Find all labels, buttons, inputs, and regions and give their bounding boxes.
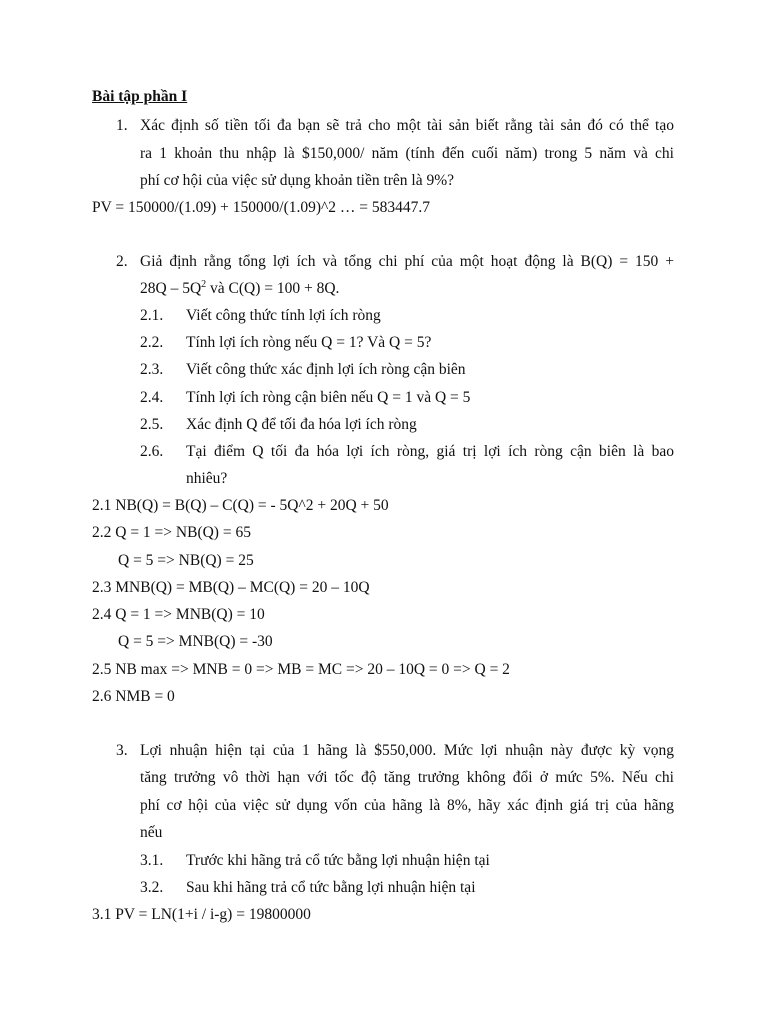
q2-sub-number: 2.2.	[140, 334, 164, 351]
q3-sub-text: Trước khi hãng trả cổ tức bằng lợi nhuận hiện tại	[186, 852, 490, 869]
q1-line-1: Xác định số tiền tối đa bạn sẽ trả cho một tài sản biết rằng tài sản đó có thể tạo	[140, 117, 674, 134]
q2-line-2	[140, 279, 339, 299]
q1-answer: PV = 150000/(1.09) + 150000/(1.09)^2 … = 583447.7	[92, 199, 431, 216]
q2-answer: Q = 5 => NB(Q) = 25	[118, 552, 254, 569]
q2-number: 2.	[116, 253, 128, 270]
q2-line-2-post: và C(Q) = 100 + 8Q.	[206, 280, 340, 297]
section-heading: Bài tập phần I	[92, 88, 188, 105]
q2-line-2-pre: 28Q – 5Q	[140, 280, 202, 297]
q2-answer: 2.1 NB(Q) = B(Q) – C(Q) = - 5Q^2 + 20Q + 50	[92, 497, 389, 514]
q2-exponent: 2	[201, 278, 207, 290]
q3-line-4: nếu	[140, 824, 163, 841]
q3-sub-number: 3.2.	[140, 879, 164, 896]
q2-sub-text: Viết công thức tính lợi ích ròng	[186, 307, 381, 324]
q2-answer: Q = 5 => MNB(Q) = -30	[118, 633, 273, 650]
q3-line-1: Lợi nhuận hiện tại của 1 hãng là $550,000. Mức lợi nhuận này được kỳ vọng	[140, 742, 674, 759]
q2-sub-text: Tính lợi ích ròng cận biên nếu Q = 1 và Q = 5	[186, 389, 471, 406]
q2-sub-number: 2.1.	[140, 307, 164, 324]
q1-line-2: ra 1 khoản thu nhập là $150,000/ năm (tính đến cuối năm) trong 5 năm và chi	[140, 145, 674, 162]
q3-answer: 3.1 PV = LN(1+i / i-g) = 19800000	[92, 906, 311, 923]
q3-line-2: tăng trưởng vô thời hạn với tốc độ tăng trưởng không đổi ở mức 5%. Nếu chi	[140, 769, 674, 786]
q2-answer: 2.2 Q = 1 => NB(Q) = 65	[92, 524, 251, 541]
q1-line-3: phí cơ hội của việc sử dụng khoản tiền trên là 9%?	[140, 172, 455, 189]
q2-sub-number: 2.3.	[140, 361, 164, 378]
q2-sub-text: Viết công thức xác định lợi ích ròng cận biên	[186, 361, 466, 378]
q2-sub-number: 2.4.	[140, 389, 164, 406]
q2-sub-number: 2.5.	[140, 416, 164, 433]
q2-answer: 2.4 Q = 1 => MNB(Q) = 10	[92, 606, 265, 623]
q3-number: 3.	[116, 742, 128, 759]
q2-answer: 2.5 NB max => MNB = 0 => MB = MC => 20 – 10Q = 0 => Q = 2	[92, 661, 510, 678]
q1-number: 1.	[116, 117, 128, 134]
q3-line-3: phí cơ hội của việc sử dụng vốn của hãng là 8%, hãy xác định giá trị của hãng	[140, 797, 674, 814]
q2-sub-text: Tính lợi ích ròng nếu Q = 1? Và Q = 5?	[186, 334, 432, 351]
q2-sub-text: Xác định Q để tối đa hóa lợi ích ròng	[186, 416, 417, 433]
q2-line-1: Giả định rằng tổng lợi ích và tổng chi phí của một hoạt động là B(Q) = 150 +	[140, 253, 674, 270]
q3-sub-number: 3.1.	[140, 852, 164, 869]
q2-sub-text: Tại điểm Q tối đa hóa lợi ích ròng, giá trị lợi ích ròng cận biên là bao	[186, 443, 674, 460]
q2-answer: 2.6 NMB = 0	[92, 688, 175, 705]
q2-sub-text-cont: nhiêu?	[186, 470, 228, 487]
q2-answer: 2.3 MNB(Q) = MB(Q) – MC(Q) = 20 – 10Q	[92, 579, 370, 596]
q2-sub-number: 2.6.	[140, 443, 164, 460]
q3-sub-text: Sau khi hãng trả cổ tức bằng lợi nhuận hiện tại	[186, 879, 476, 896]
